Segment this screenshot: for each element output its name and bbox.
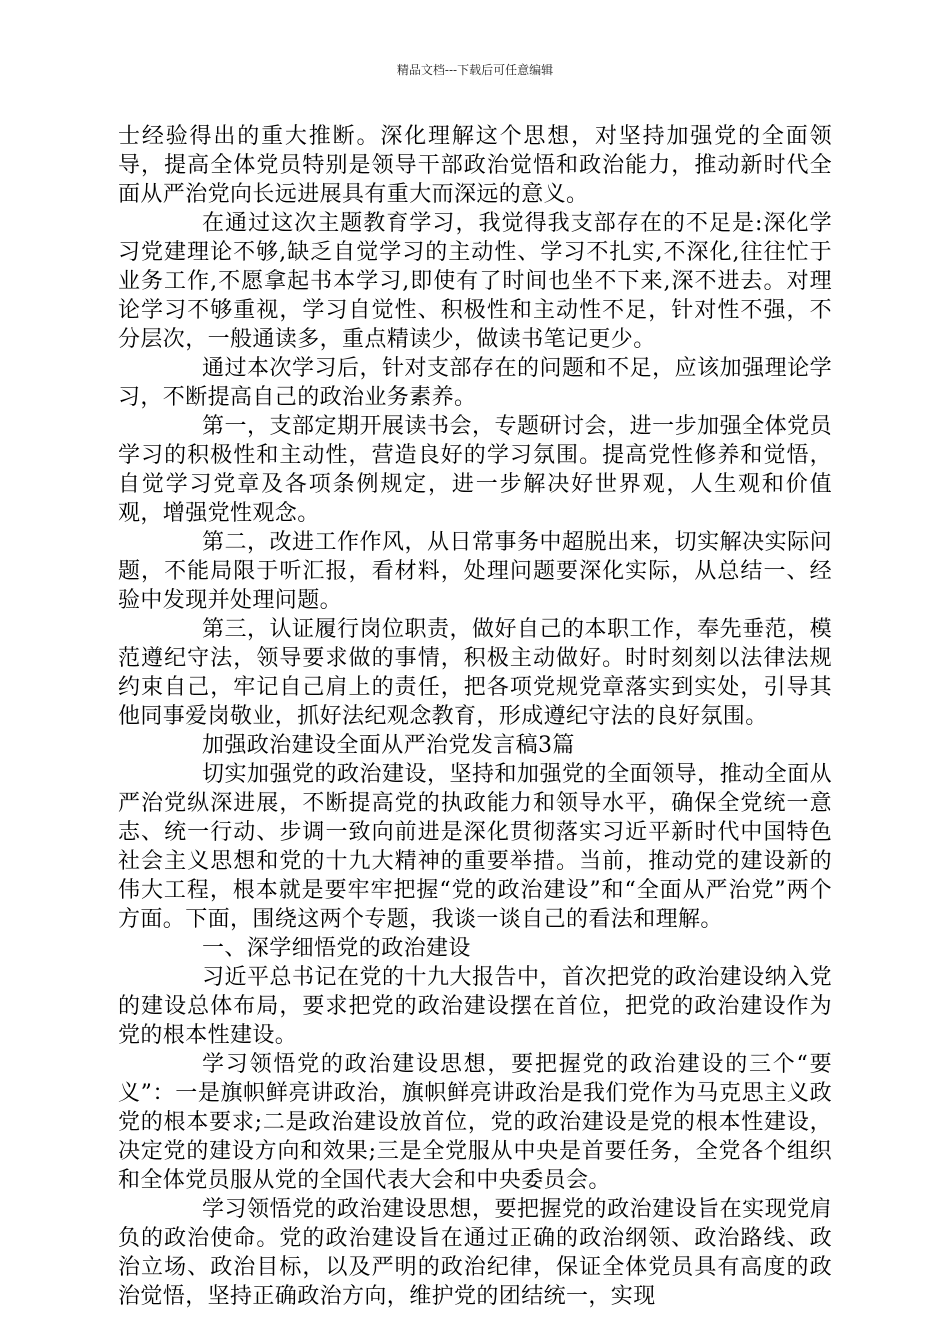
paragraph-6: 第三，认证履行岗位职责，做好自己的本职工作，奉先垂范，模范遵纪守法，领导要求做的事情，积极主动做好。时时刻刻以法律法规约束自己，牢记自己肩上的责任，把各项党规党章落实到实处，引导其他同事爱岗敬业，抓好法纪观念教育，形成遵纪守法的良好氛围。 — [118, 617, 832, 729]
paragraph-1: 士经验得出的重大推断。深化理解这个思想，对坚持加强党的全面领导，提高全体党员特别是领导干部政治觉悟和政治能力，推动新时代全面从严治党向长远进展具有重大而深远的意义。 — [118, 124, 832, 207]
paragraph-5: 第二，改进工作作风，从日常事务中超脱出来，切实解决实际问题，不能局限于听汇报，看材料，处理问题要深化实际，从总结一、经验中发现并处理问题。 — [118, 530, 832, 613]
paragraph-2: 在通过这次主题教育学习，我觉得我支部存在的不足是:深化学习党建理论不够,缺乏自觉学习的主动性、学习不扎实,不深化,往往忙于业务工作,不愿拿起书本学习,即使有了时间也坐不下来,深不进去。对理论学习不够重视，学习自觉性、积极性和主动性不足，针对性不强，不分层次，一般通读多，重点精读少，做读书笔记更少。 — [118, 211, 832, 352]
page-header: 精品文档---下载后可任意编辑 — [396, 63, 554, 77]
paragraph-10: 学习领悟党的政治建设思想，要把握党的政治建设旨在实现党肩负的政治使命。党的政治建设旨在通过正确的政治纲领、政治路线、政治立场、政治目标，以及严明的政治纪律，保证全体党员具有高度的政治觉悟，坚持正确政治方向，维护党的团结统一，实现 — [118, 1197, 832, 1309]
paragraph-9: 学习领悟党的政治建设思想，要把握党的政治建设的三个“要义”：一是旗帜鲜亮讲政治，旗帜鲜亮讲政治是我们党作为马克思主义政党的根本要求;二是政治建设放首位，党的政治建设是党的根本性建设，决定党的建设方向和效果;三是全党服从中央是首要任务，全党各个组织和全体党员服从党的全国代表大会和中央委员会。 — [118, 1052, 832, 1193]
paragraph-8: 习近平总书记在党的十九大报告中，首次把党的政治建设纳入党的建设总体布局，要求把党的政治建设摆在首位，把党的政治建设作为党的根本性建设。 — [118, 965, 832, 1048]
paragraph-4: 第一，支部定期开展读书会，专题研讨会，进一步加强全体党员学习的积极性和主动性，营造良好的学习氛围。提高党性修养和觉悟，自觉学习党章及各项条例规定，进一步解决好世界观，人生观和价值观，增强党性观念。 — [118, 414, 832, 526]
section-title: 加强政治建设全面从严治党发言稿3篇 — [202, 733, 575, 758]
paragraph-7: 切实加强党的政治建设，坚持和加强党的全面领导，推动全面从严治党纵深进展，不断提高党的执政能力和领导水平，确保全党统一意志、统一行动、步调一致向前进是深化贯彻落实习近平新时代中国特色社会主义思想和党的十九大精神的重要举措。当前，推动党的建设新的伟大工程，根本就是要牢牢把握“党的政治建设”和“全面从严治党”两个方面。下面，围绕这两个专题，我谈一谈自己的看法和理解。 — [118, 762, 832, 932]
subheading: 一、深学细悟党的政治建设 — [202, 936, 471, 961]
document-body — [118, 122, 832, 1311]
paragraph-3: 通过本次学习后，针对支部存在的问题和不足，应该加强理论学习，不断提高自己的政治业务素养。 — [118, 356, 832, 410]
